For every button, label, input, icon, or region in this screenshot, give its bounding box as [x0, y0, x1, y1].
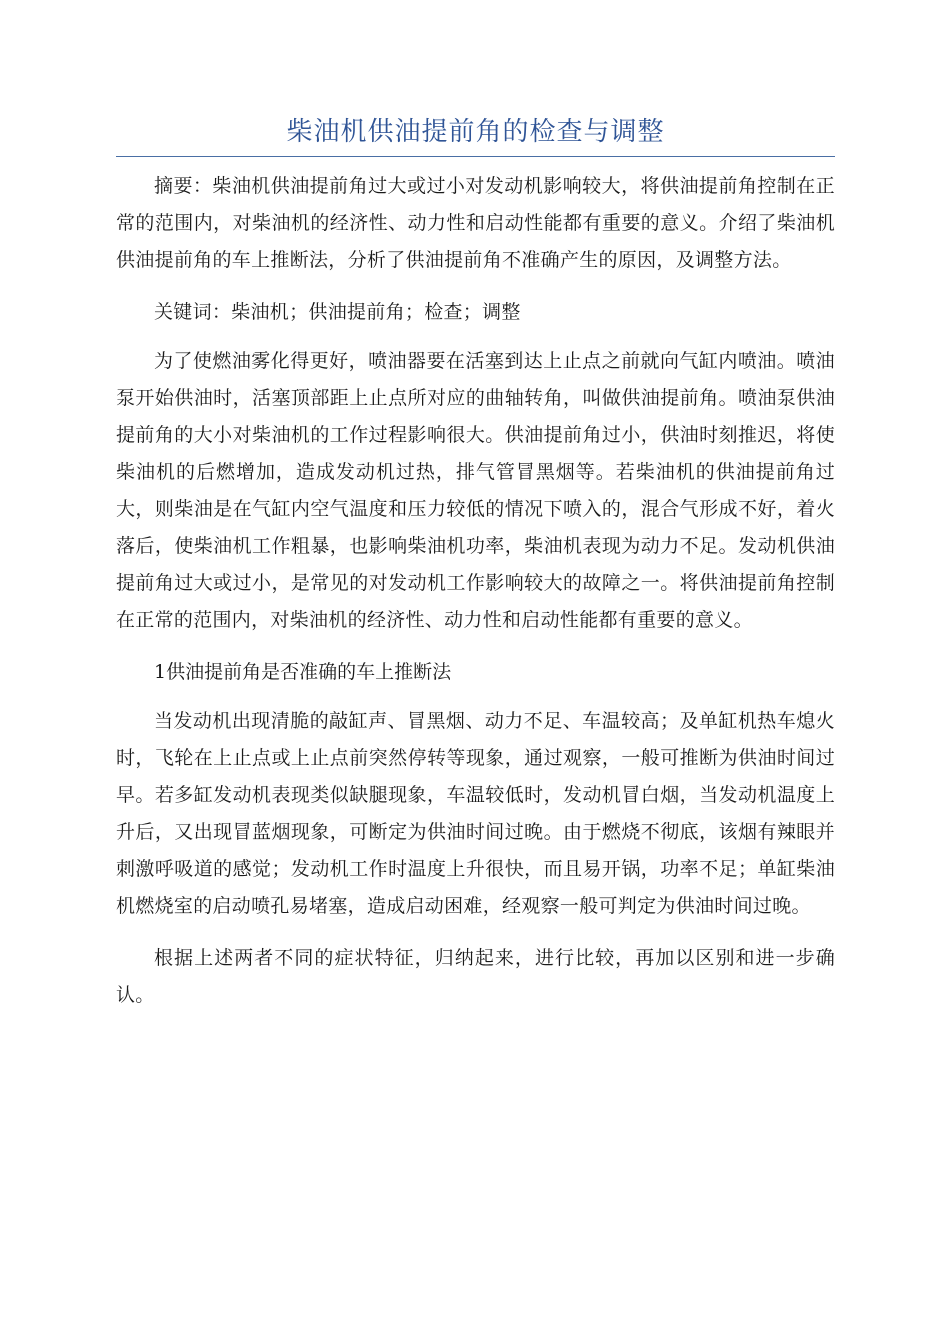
diagnosis-paragraph: 当发动机出现清脆的敲缸声、冒黑烟、动力不足、车温较高；及单缸机热车熄火时，飞轮在上止点或上止点前突然停转等现象，通过观察，一般可推断为供油时间过早。若多缸发动机表现类似缺腿现象，车温较低时，发动机冒白烟，当发动机温度上升后，又出现冒蓝烟现象，可断定为供油时间过晚。由于燃烧不彻底，该烟有辣眼并刺激呼吸道的感觉；发动机工作时温度上升很快，而且易开锅，功率不足；单缸柴油机燃烧室的启动喷孔易堵塞，造成启动困难，经观察一般可判定为供油时间过晚。	[116, 710, 835, 917]
abstract-paragraph: 摘要：柴油机供油提前角过大或过小对发动机影响较大，将供油提前角控制在正常的范围内，对柴油机的经济性、动力性和启动性能都有重要的意义。介绍了柴油机供油提前角的车上推断法，分析了供油提前角不准确产生的原因，及调整方法。	[116, 175, 835, 271]
conclusion-paragraph: 根据上述两者不同的症状特征，归纳起来，进行比较，再加以区别和进一步确认。	[116, 947, 835, 1006]
page-title: 柴油机供油提前角的检查与调整	[286, 117, 665, 147]
intro-paragraph: 为了使燃油雾化得更好，喷油器要在活塞到达上止点之前就向气缸内喷油。喷油泵开始供油时，活塞顶部距上止点所对应的曲轴转角，叫做供油提前角。喷油泵供油提前角的大小对柴油机的工作过程影响很大。供油提前角过小，供油时刻推迟，将使柴油机的后燃增加，造成发动机过热，排气管冒黑烟等。若柴油机的供油提前角过大，则柴油是在气缸内空气温度和压力较低的情况下喷入的，混合气形成不好，着火落后，使柴油机工作粗暴，也影响柴油机功率，柴油机表现为动力不足。发动机供油提前角过大或过小，是常见的对发动机工作影响较大的故障之一。将供油提前角控制在正常的范围内，对柴油机的经济性、动力性和启动性能都有重要的意义。	[116, 350, 835, 631]
section-heading: 1供油提前角是否准确的车上推断法	[154, 661, 452, 683]
keywords-paragraph: 关键词：柴油机；供油提前角；检查；调整	[154, 301, 521, 323]
title-block	[116, 112, 835, 157]
document-body	[116, 168, 835, 1029]
